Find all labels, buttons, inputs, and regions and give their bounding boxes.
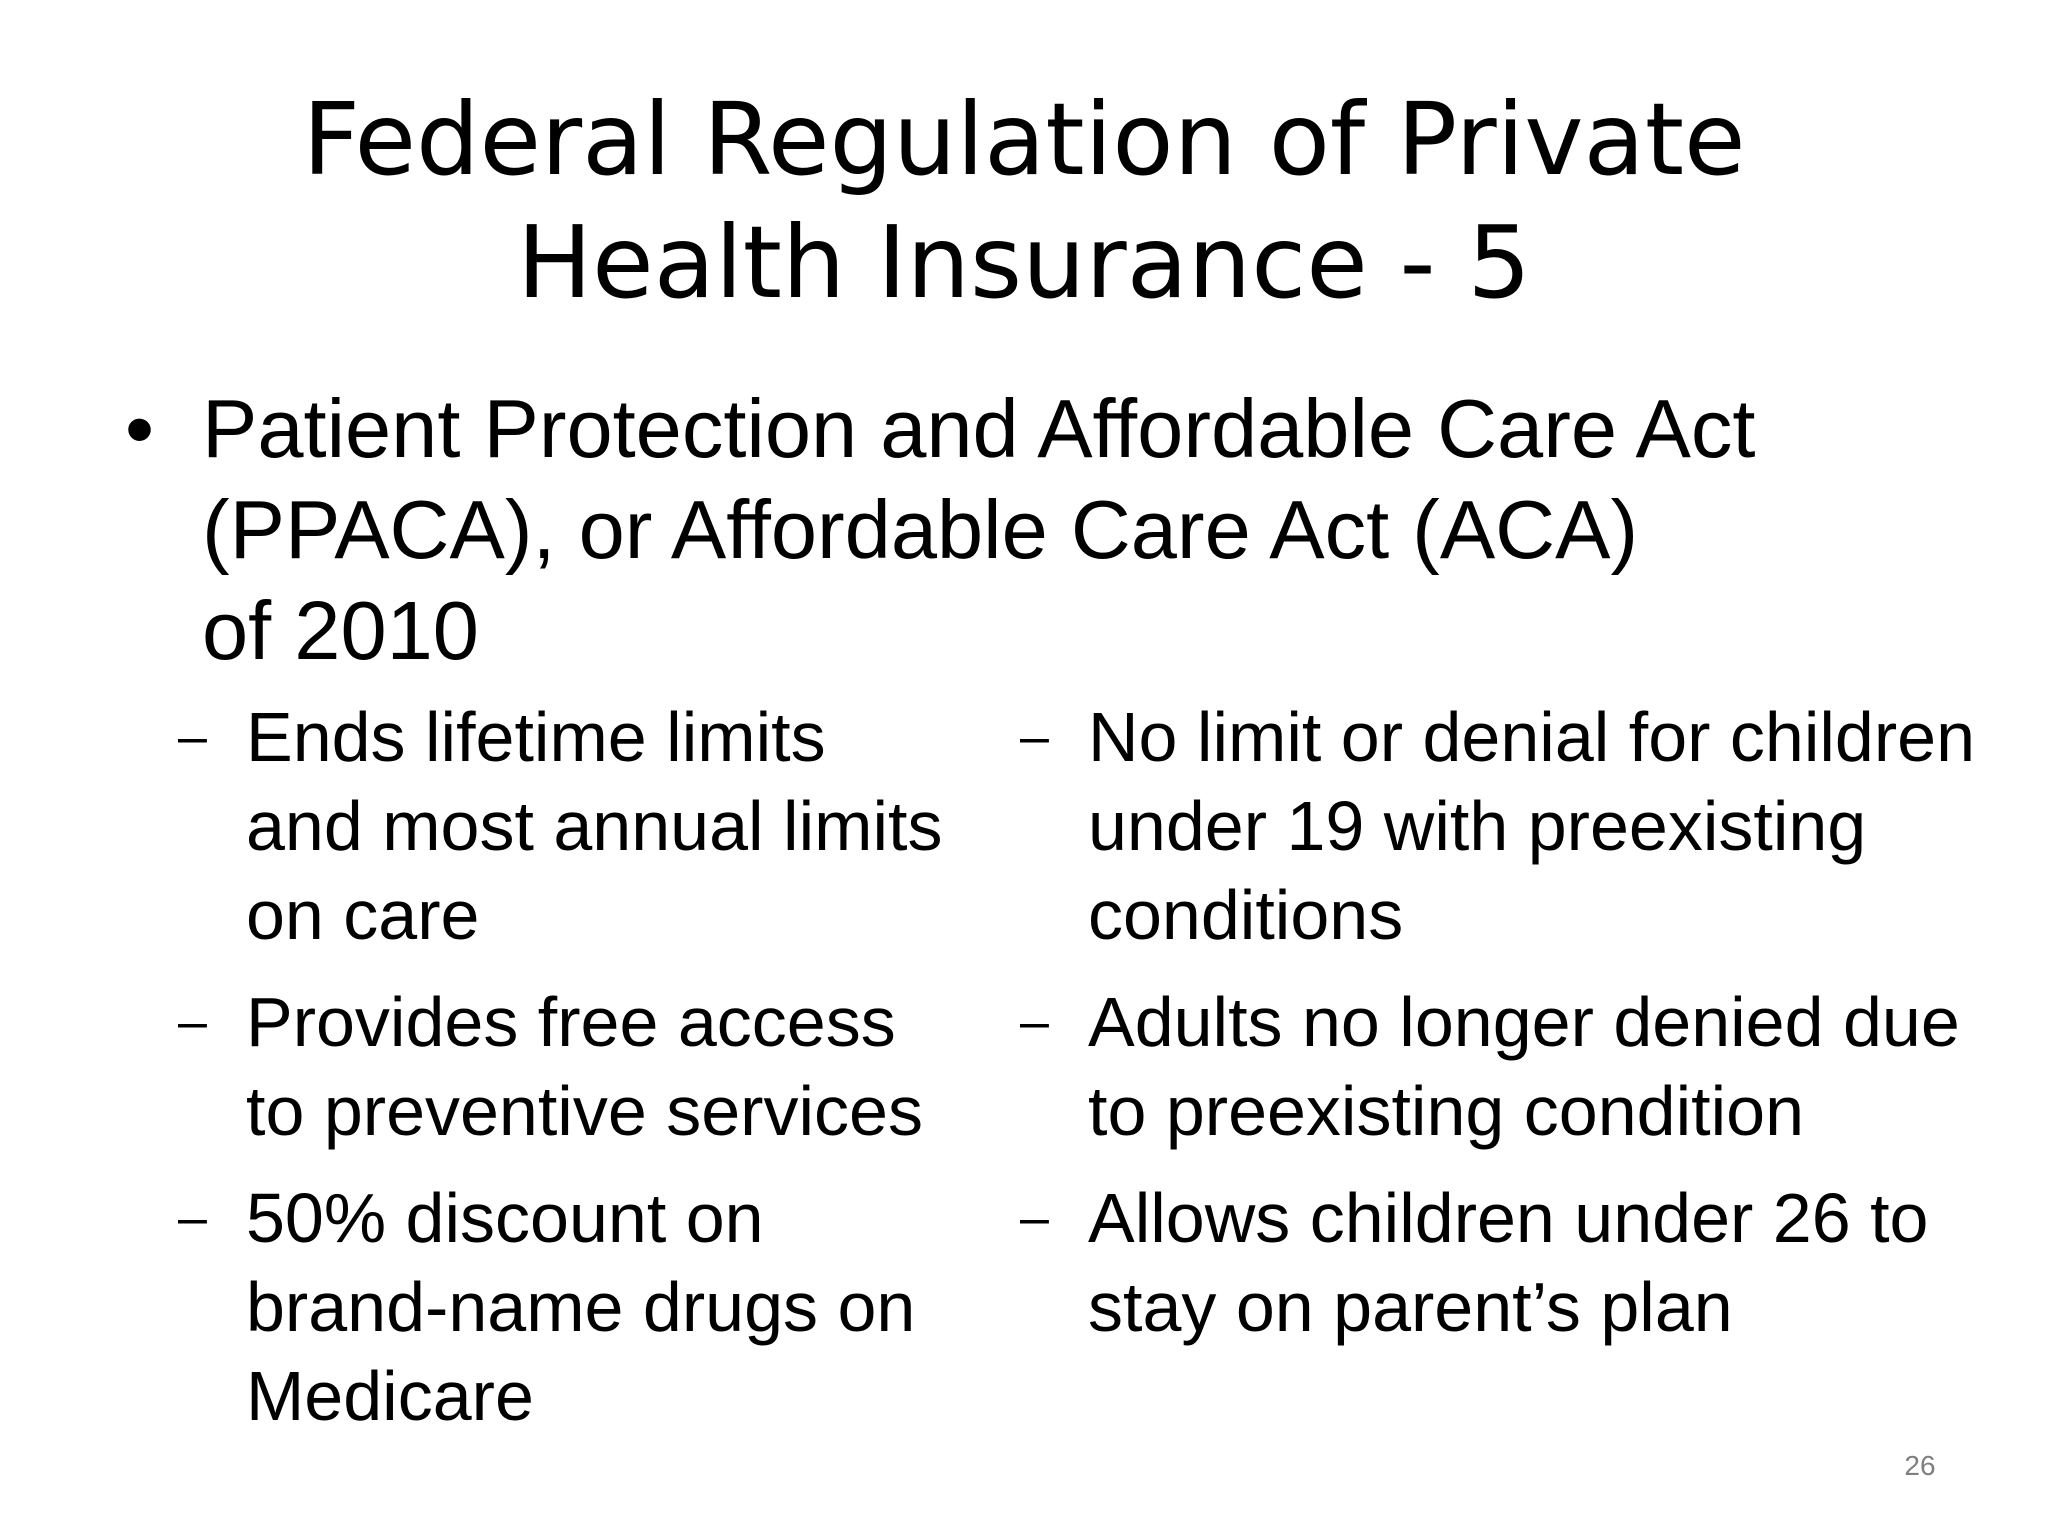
sub-bullet-line: stay on parent’s plan (1088, 1268, 1733, 1346)
bullet-marker: • (125, 382, 155, 475)
slide-title-line-2: Health Insurance - 5 (516, 204, 1532, 321)
slide-title (0, 78, 2048, 324)
sub-bullet-line: Medicare (246, 1357, 534, 1435)
main-bullet-line-2: (PPACA), or Affordable Care Act (ACA) (202, 483, 1639, 576)
sub-bullet-line: under 19 with preexisting (1088, 787, 1867, 865)
dash-marker: – (178, 1189, 207, 1247)
sub-bullet-line: No limit or denial for children (1088, 698, 1976, 776)
sub-bullet-children-under-26 (1020, 1174, 2040, 1352)
sub-bullet-line: on care (246, 876, 480, 954)
dash-marker: – (1020, 993, 1049, 1051)
sub-bullet-line: to preexisting condition (1088, 1072, 1804, 1150)
dash-marker: – (178, 708, 207, 766)
left-sub-bullet-column (178, 693, 1008, 1459)
sub-bullet-line: conditions (1088, 876, 1404, 954)
sub-bullet-lifetime-limits (178, 693, 1008, 960)
dash-marker: – (1020, 708, 1049, 766)
sub-bullet-line: Allows children under 26 to (1088, 1179, 1929, 1257)
sub-bullet-drug-discount (178, 1174, 1008, 1441)
sub-bullet-line: Adults no longer denied due (1088, 983, 1960, 1061)
right-sub-bullet-column (1020, 693, 2040, 1370)
sub-bullet-line: to preventive services (246, 1072, 923, 1150)
sub-bullet-line: and most annual limits (246, 787, 943, 865)
main-bullet-line-3: of 2010 (202, 584, 479, 677)
slide-title-line-1: Federal Regulation of Private (302, 81, 1746, 198)
sub-bullet-adults-preexisting (1020, 978, 2040, 1156)
main-bullet-line-1: Patient Protection and Affordable Care Act (202, 382, 1756, 475)
sub-bullet-line: Ends lifetime limits (246, 698, 826, 776)
sub-bullet-children-preexisting (1020, 693, 2040, 960)
page-number: 26 (1904, 1450, 1936, 1481)
main-bullet-text (202, 378, 1922, 681)
sub-bullet-line: brand-name drugs on (246, 1268, 916, 1346)
dash-marker: – (178, 993, 207, 1051)
sub-bullet-line: 50% discount on (246, 1179, 764, 1257)
dash-marker: – (1020, 1189, 1049, 1247)
sub-bullet-preventive-services (178, 978, 1008, 1156)
sub-bullet-line: Provides free access (246, 983, 896, 1061)
